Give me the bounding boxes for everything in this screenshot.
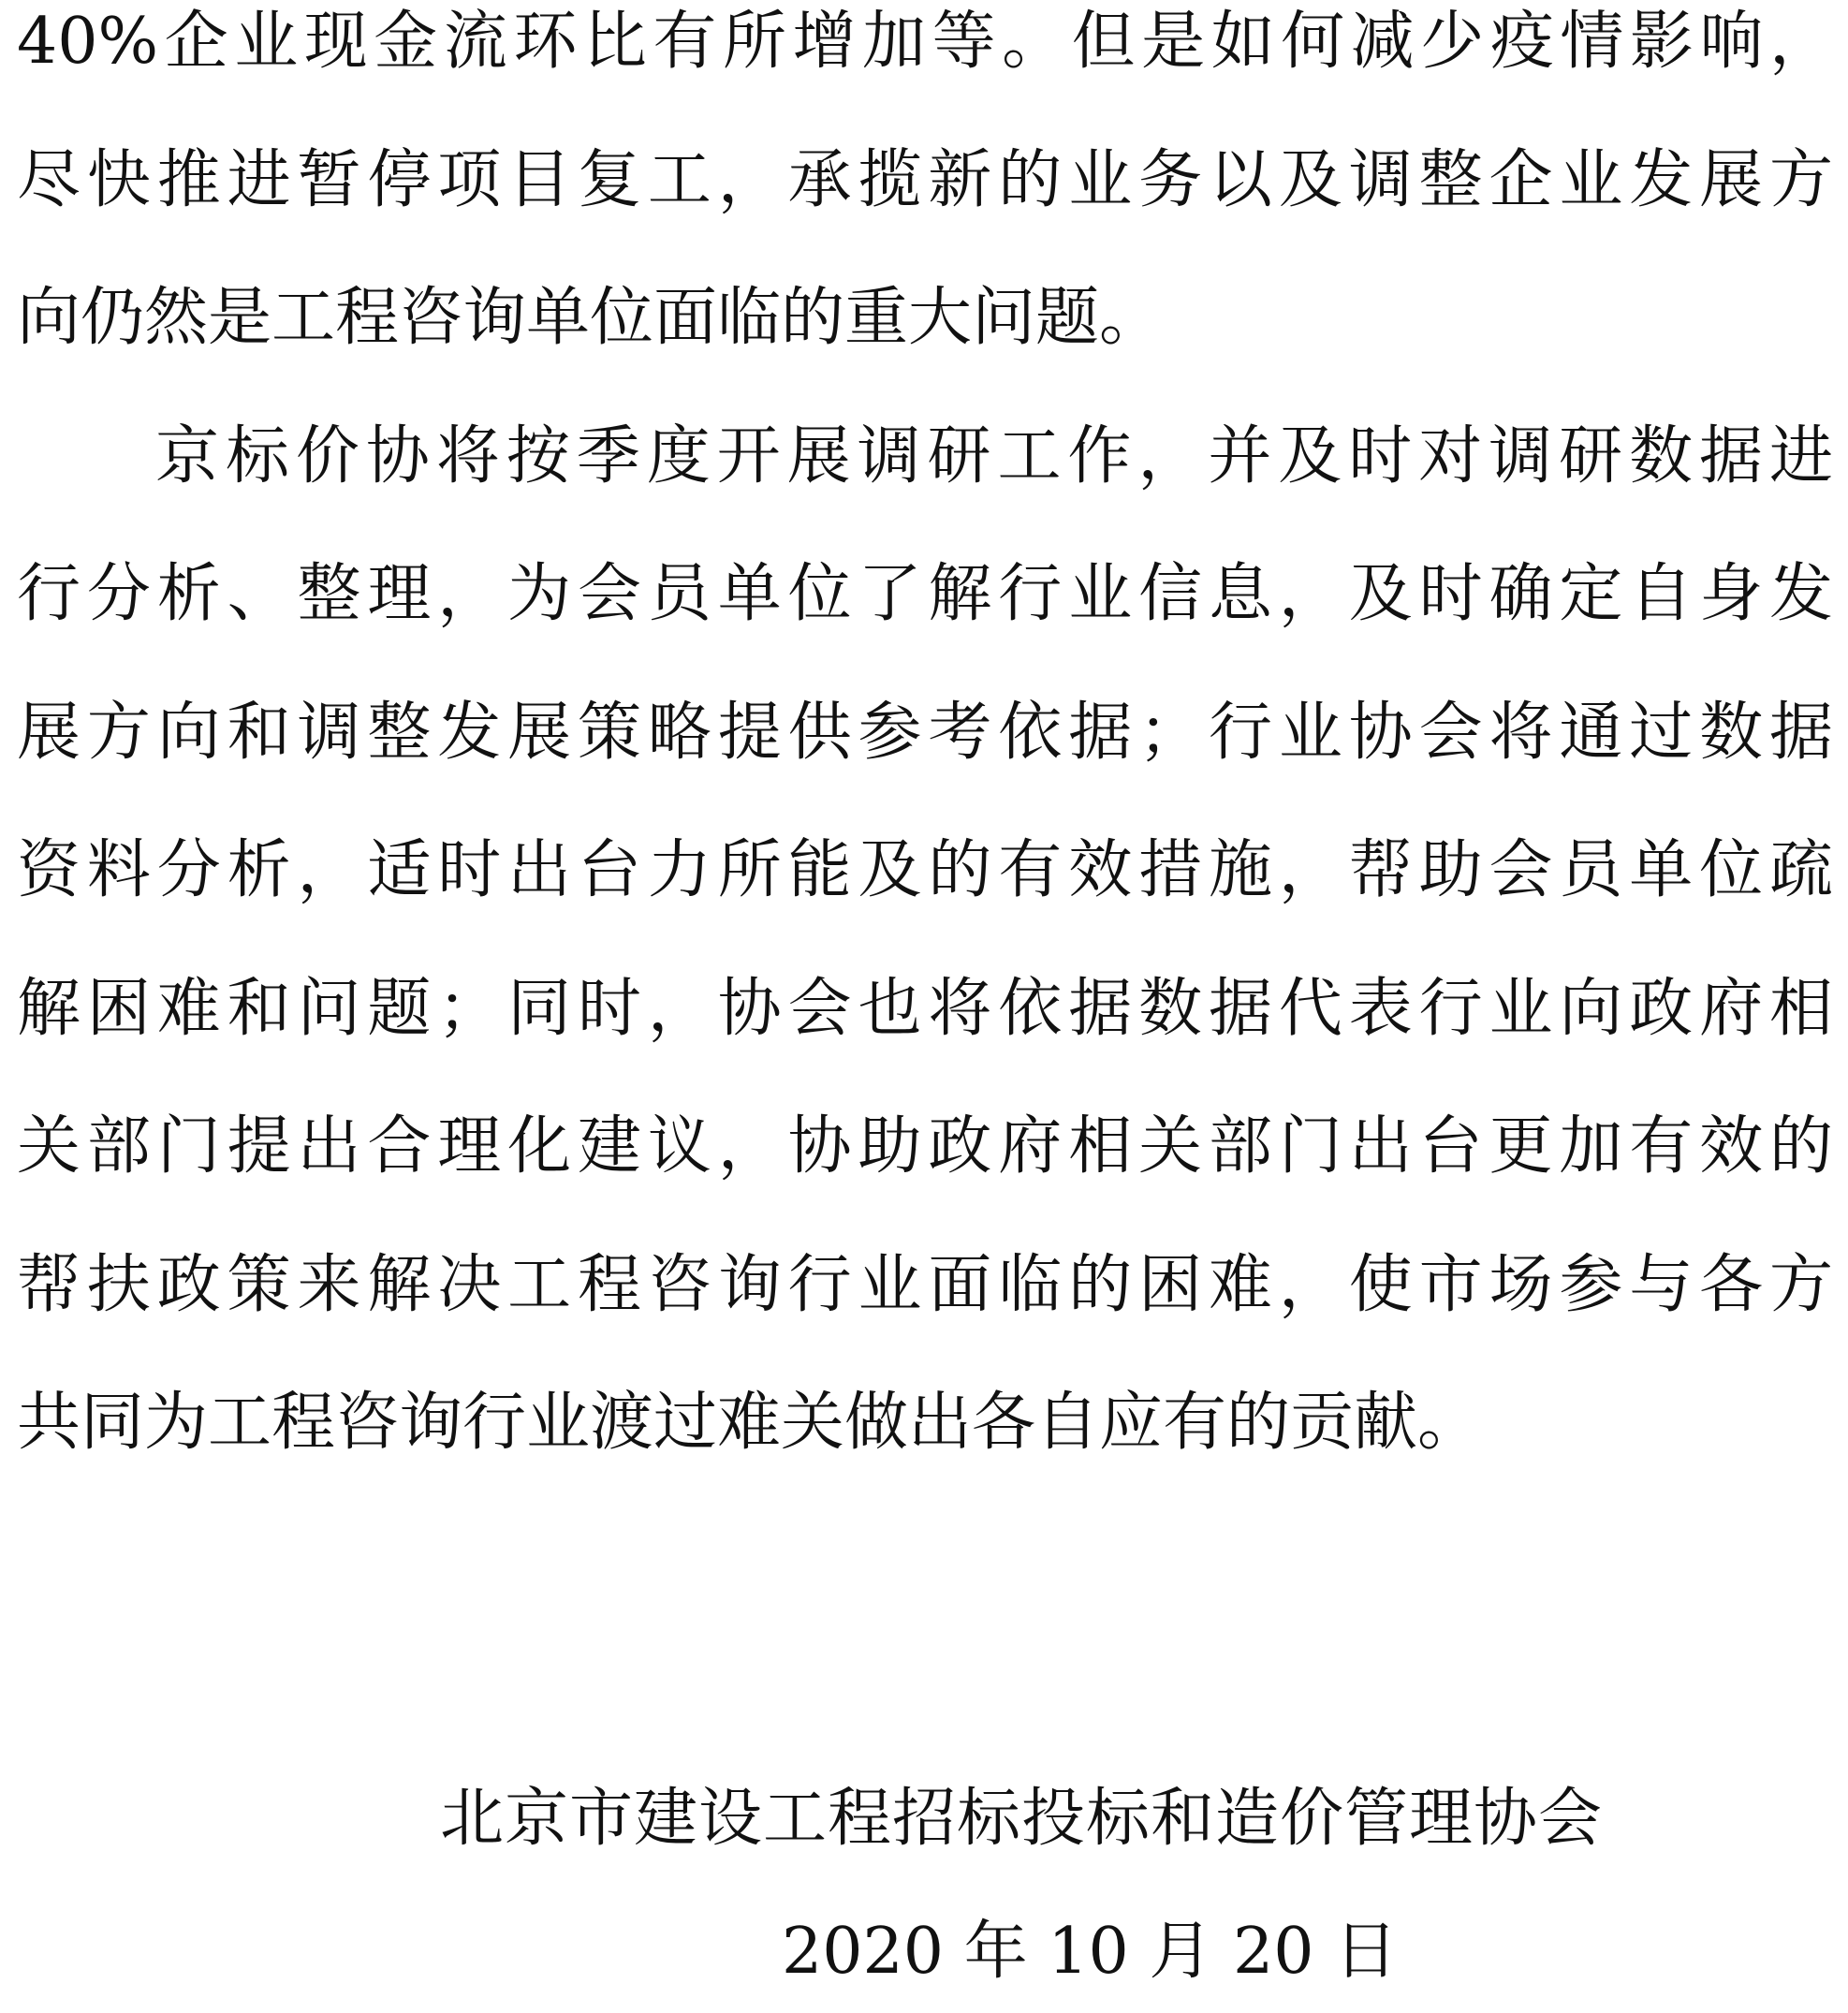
text-line: 京标价协将按季度开展调研工作，并及时对调研数据进 (155, 419, 1833, 493)
signature-date: 2020 年 10 月 20 日 (782, 1915, 1399, 1989)
text-line: 40%企业现金流环比有所增加等。但是如何减少疫情影响， (17, 5, 1833, 79)
text-line: 尽快推进暂停项目复工，承揽新的业务以及调整企业发展方 (17, 143, 1833, 217)
text-line: 共同为工程咨询行业渡过难关做出各自应有的贡献。 (17, 1386, 1482, 1460)
text-line: 资料分析，适时出台力所能及的有效措施，帮助会员单位疏 (17, 833, 1833, 907)
text-line: 关部门提出合理化建议，协助政府相关部门出台更加有效的 (17, 1109, 1833, 1183)
text-line: 帮扶政策来解决工程咨询行业面临的困难，使市场参与各方 (17, 1248, 1833, 1322)
text-line: 解困难和问题；同时，协会也将依据数据代表行业向政府相 (17, 972, 1833, 1046)
text-line: 向仍然是工程咨询单位面临的重大问题。 (17, 281, 1164, 355)
text-line: 展方向和调整发展策略提供参考依据；行业协会将通过数据 (17, 696, 1833, 770)
text-line: 行分析、整理，为会员单位了解行业信息，及时确定自身发 (17, 557, 1833, 631)
signature-organization: 北京市建设工程招标投标和造价管理协会 (440, 1782, 1604, 1856)
